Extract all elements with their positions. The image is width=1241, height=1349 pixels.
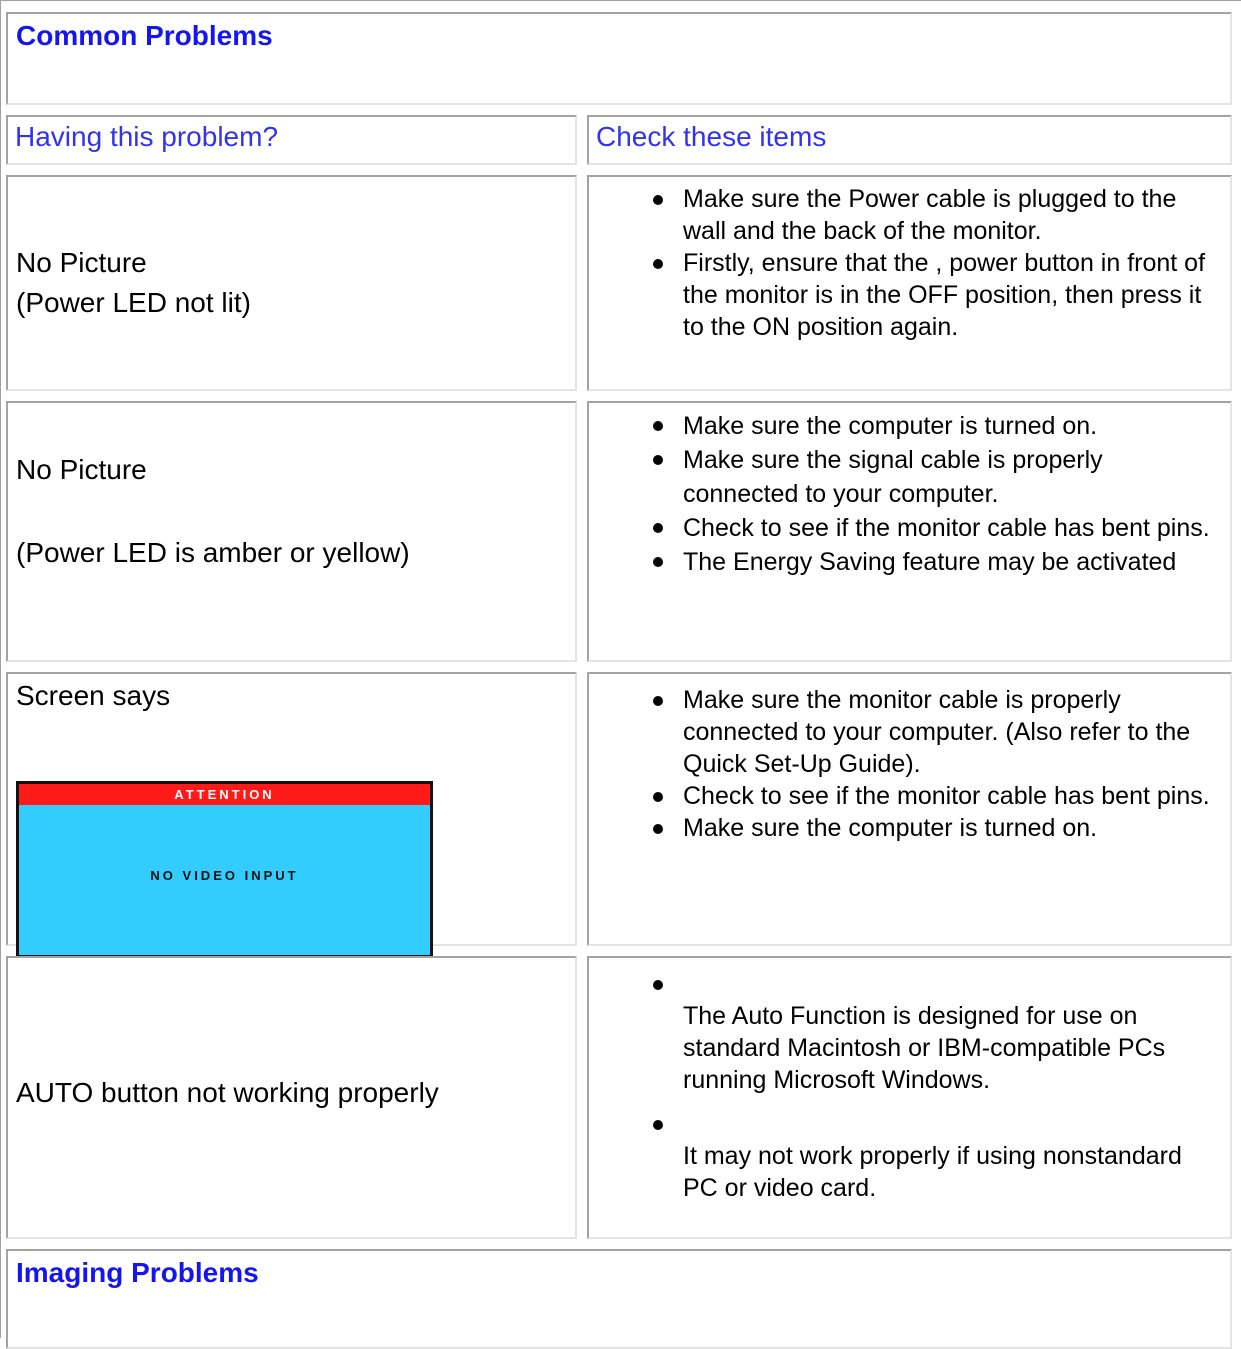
check-list xyxy=(589,183,1230,343)
list-item: Firstly, ensure that the , power button in front of the monitor is in the OFF position, then press it to the ON position again. xyxy=(683,247,1222,343)
problem-column-header: Having this problem? xyxy=(15,121,279,152)
problem-line: Screen says xyxy=(16,680,171,711)
imaging-problems-title: Imaging Problems xyxy=(16,1257,259,1288)
check-column-header-cell xyxy=(587,115,1232,165)
check-cell xyxy=(587,401,1232,662)
list-item: Check to see if the monitor cable has bent pins. xyxy=(683,511,1222,545)
list-item: The Energy Saving feature may be activated xyxy=(683,545,1222,579)
problem-cell xyxy=(6,672,577,946)
check-list xyxy=(589,684,1230,844)
check-cell xyxy=(587,175,1232,391)
problem-cell xyxy=(6,175,577,391)
check-list xyxy=(589,409,1230,579)
problem-line: AUTO button not working properly xyxy=(16,1077,439,1108)
list-item: Make sure the monitor cable is properly connected to your computer. (Also refer to the Quick Set-Up Guide). xyxy=(683,684,1222,780)
list-item xyxy=(683,968,1222,1096)
problem-line: (Power LED is amber or yellow) xyxy=(16,537,410,568)
common-problems-header-cell xyxy=(6,12,1232,105)
check-list xyxy=(589,968,1230,1204)
check-cell xyxy=(587,956,1232,1239)
list-item-text: It may not work properly if using nonstandard PC or video card. xyxy=(683,1142,1182,1202)
problem-line: No Picture xyxy=(16,454,147,485)
no-video-input-screen-image xyxy=(16,781,433,958)
problem-cell xyxy=(6,956,577,1239)
list-item: Check to see if the monitor cable has bent pins. xyxy=(683,780,1222,812)
imaging-problems-header-cell xyxy=(6,1249,1232,1349)
list-item xyxy=(683,1108,1222,1204)
list-item: Make sure the computer is turned on. xyxy=(683,812,1222,844)
problem-cell xyxy=(6,401,577,662)
common-problems-title: Common Problems xyxy=(16,20,273,51)
list-item-text: The Auto Function is designed for use on standard Macintosh or IBM-compatible PCs running Microsoft Windows. xyxy=(683,1002,1166,1094)
check-column-header: Check these items xyxy=(596,121,827,152)
problem-column-header-cell xyxy=(6,115,577,165)
list-item: Make sure the computer is turned on. xyxy=(683,409,1222,443)
problem-line: (Power LED not lit) xyxy=(16,287,251,318)
no-video-input-message: NO VIDEO INPUT xyxy=(150,868,299,883)
list-item: Make sure the Power cable is plugged to the wall and the back of the monitor. xyxy=(683,183,1222,247)
check-cell xyxy=(587,672,1232,946)
problem-text xyxy=(16,243,251,323)
problem-line: No Picture xyxy=(16,247,147,278)
attention-bar: ATTENTION xyxy=(19,784,430,805)
list-item: Make sure the signal cable is properly connected to your computer. xyxy=(683,443,1222,511)
